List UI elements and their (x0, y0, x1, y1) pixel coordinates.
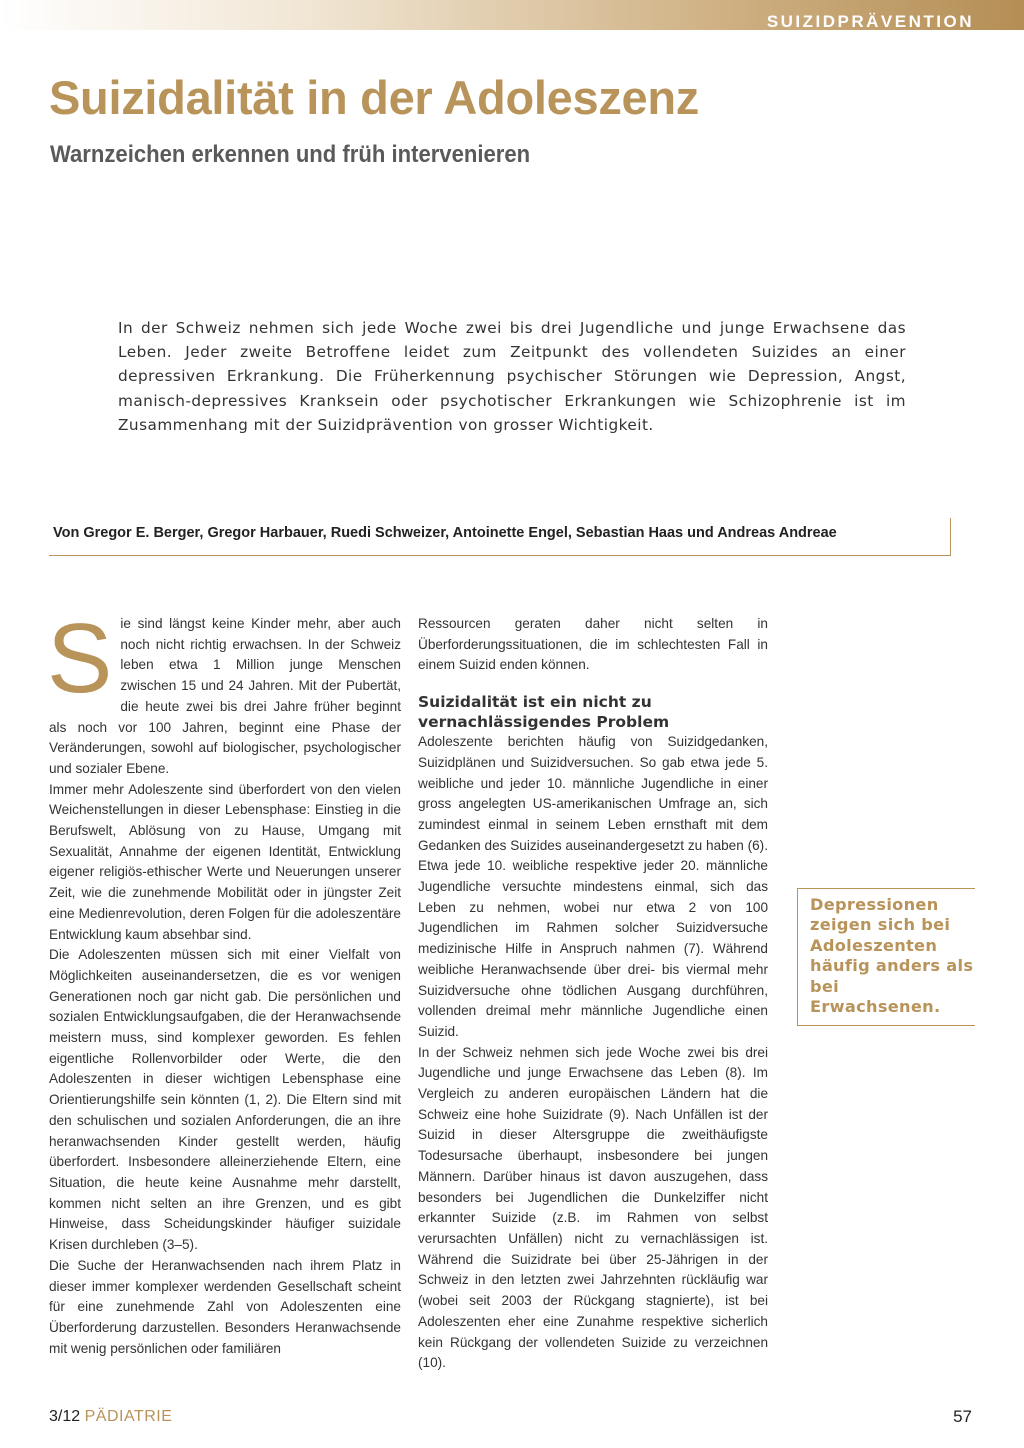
article-title: Suizidalität in der Adoleszenz (49, 71, 699, 124)
body-paragraph: Immer mehr Adoleszente sind überfordert von den vielen Weichenstellungen in dieser Lebensphase: Einstieg in die Berufswelt, Ablösung von zu Hause, Umgang mit Sexualität, Annahme der eigenen Identität, Entwicklung eigener religiös-ethischer Werte und Neuerungen unserer Zeit, wie die zunehmende Mobilität oder in jüngster Zeit eine Medienrevolution, deren Folgen für die adoleszentäre Entwicklung kaum absehbar sind. (49, 781, 401, 942)
drop-cap: S (47, 603, 113, 713)
pull-quote: Depressionen zeigen sich bei Adoleszenten häufig anders als bei Erwachsenen. (797, 888, 975, 1026)
page-number: 57 (953, 1407, 972, 1426)
body-paragraph: ie sind längst keine Kinder mehr, aber auch noch nicht richtig erwachsen. In der Schweiz leben etwa 1 Million junge Menschen zwischen 15 und 24 Jahren. Mit der Pubertät, die heute zwei bis drei Jahre früher beginnt als noch vor 100 Jahren, beginnt eine Phase der Veränderungen, sowohl auf biologischer, psychologischer und sozialer Ebene. (49, 616, 401, 776)
body-paragraph: Adoleszente berichten häufig von Suizidgedanken, Suizidplänen und Suizidversuchen. So gab etwa jede 5. weibliche und jeder 10. männliche Jugendliche in einer gross angelegten US-amerikanischen Umfrage an, sich zumindest einmal in seinem Leben ernsthaft mit dem Gedanken des Suizides auseinandergesetzt zu haben (6). Etwa jede 10. weibliche respektive jeder 20. männliche Jugendliche versuchte mindestens einmal, sich das Leben zu nehmen, wobei nur etwa 2 von 100 Jugendlichen im Rahmen solcher Suizidversuche medizinische Hilfe in Anspruch nahmen (7). Während weibliche Heranwachsende über drei- bis viermal mehr Suizidversuche ohne tödlichen Ausgang durchführen, vollenden dreimal mehr männliche Jugendliche einen Suizid. (418, 734, 768, 1039)
section-heading: Suizidalität ist ein nicht zu vernachlässigendes Problem (418, 693, 670, 732)
body-paragraph: Die Suche der Heranwachsenden nach ihrem Platz in dieser immer komplexer werdenden Gesellschaft scheint für eine zunehmende Zahl von Adoleszenten eine Überforderung darzustellen. Besonders Heranwachsende mit wenig persönlichen oder familiären (49, 1257, 401, 1356)
body-paragraph: Die Adoleszenten müssen sich mit einer Vielfalt von Möglichkeiten auseinandersetzen, die es vor wenigen Generationen noch gar nicht gab. Die persönlichen und sozialen Entwicklungsaufgaben, die der Heranwachsende meistern muss, sind komplexer geworden. Es fehlen eigentliche Rollenvorbilder oder Werte, die den Adoleszenten in dieser wichtigen Lebensphase eine Orientierungshilfe sein könnten (1, 2). Die Eltern sind mit den schulischen und sozialen Anforderungen, die an ihre heranwachsenden Kinder gestellt werden, häufig überfordert. Insbesondere alleinerziehende Eltern, eine Situation, die heute keine Ausnahme mehr darstellt, kommen nicht selten an ihre Grenzen, und es gibt Hinweise, dass Scheidungskinder häufiger suizidale Krisen durchleben (3–5). (49, 947, 401, 1253)
lead-paragraph: In der Schweiz nehmen sich jede Woche zwei bis drei Jugendliche und junge Erwachsene das Leben. Jeder zweite Betroffene leidet zum Zeitpunkt des vollendeten Suizides an einer depressiven Erkrankung. Die Früherkennung psychischer Störungen wie Depression, Angst, manisch-depressives Kranksein oder psychotischer Erkrankungen wie Schizophrenie ist im Zusammenhang mit der Suizidprävention von grosser Wichtigkeit. (118, 319, 906, 434)
issue-number: 3/12 (49, 1408, 81, 1425)
body-paragraph: In der Schweiz nehmen sich jede Woche zwei bis drei Jugendliche und junge Erwachsene das Leben (8). Im Vergleich zu anderen europäischen Ländern hat die Schweiz eine hohe Suizidrate (9). Nach Unfällen ist der Suizid in dieser Altersgruppe die zweithäufigste Todesursache überhaupt, insbesondere bei jungen Männern. Darüber hinaus ist davon auszugehen, dass besonders bei Jugendlichen die Dunkelziffer nicht erkannter Suizide (z.B. im Rahmen von selbst verursachten Unfällen) nicht zu vernachlässigen ist. Während die Suizidrate bei über 25-Jährigen in der Schweiz in den letzten zwei Jahrzehnten rückläufig war (wobei seit 2003 der Rückgang stagnierte), ist bei Adoleszenten eher eine Zunahme respektive sicherlich kein Rückgang der vollendeten Suizide zu verzeichnen (10). (418, 1044, 768, 1371)
text-column-2 (418, 614, 768, 1374)
article-subtitle: Warnzeichen erkennen und früh intervenieren (50, 141, 531, 168)
body-paragraph: Ressourcen geraten daher nicht selten in Überforderungssituationen, die im schlechtesten Fall in einem Suizid enden können. (418, 616, 768, 673)
journal-name: PÄDIATRIE (84, 1408, 173, 1425)
author-line: Von Gregor E. Berger, Gregor Harbauer, Ruedi Schweizer, Antoinette Engel, Sebastian Haas und Andreas Andreae (49, 518, 951, 556)
footer-issue (49, 1408, 172, 1426)
text-column-1 (47, 603, 401, 1359)
section-label: SUIZIDPRÄVENTION (766, 12, 974, 31)
